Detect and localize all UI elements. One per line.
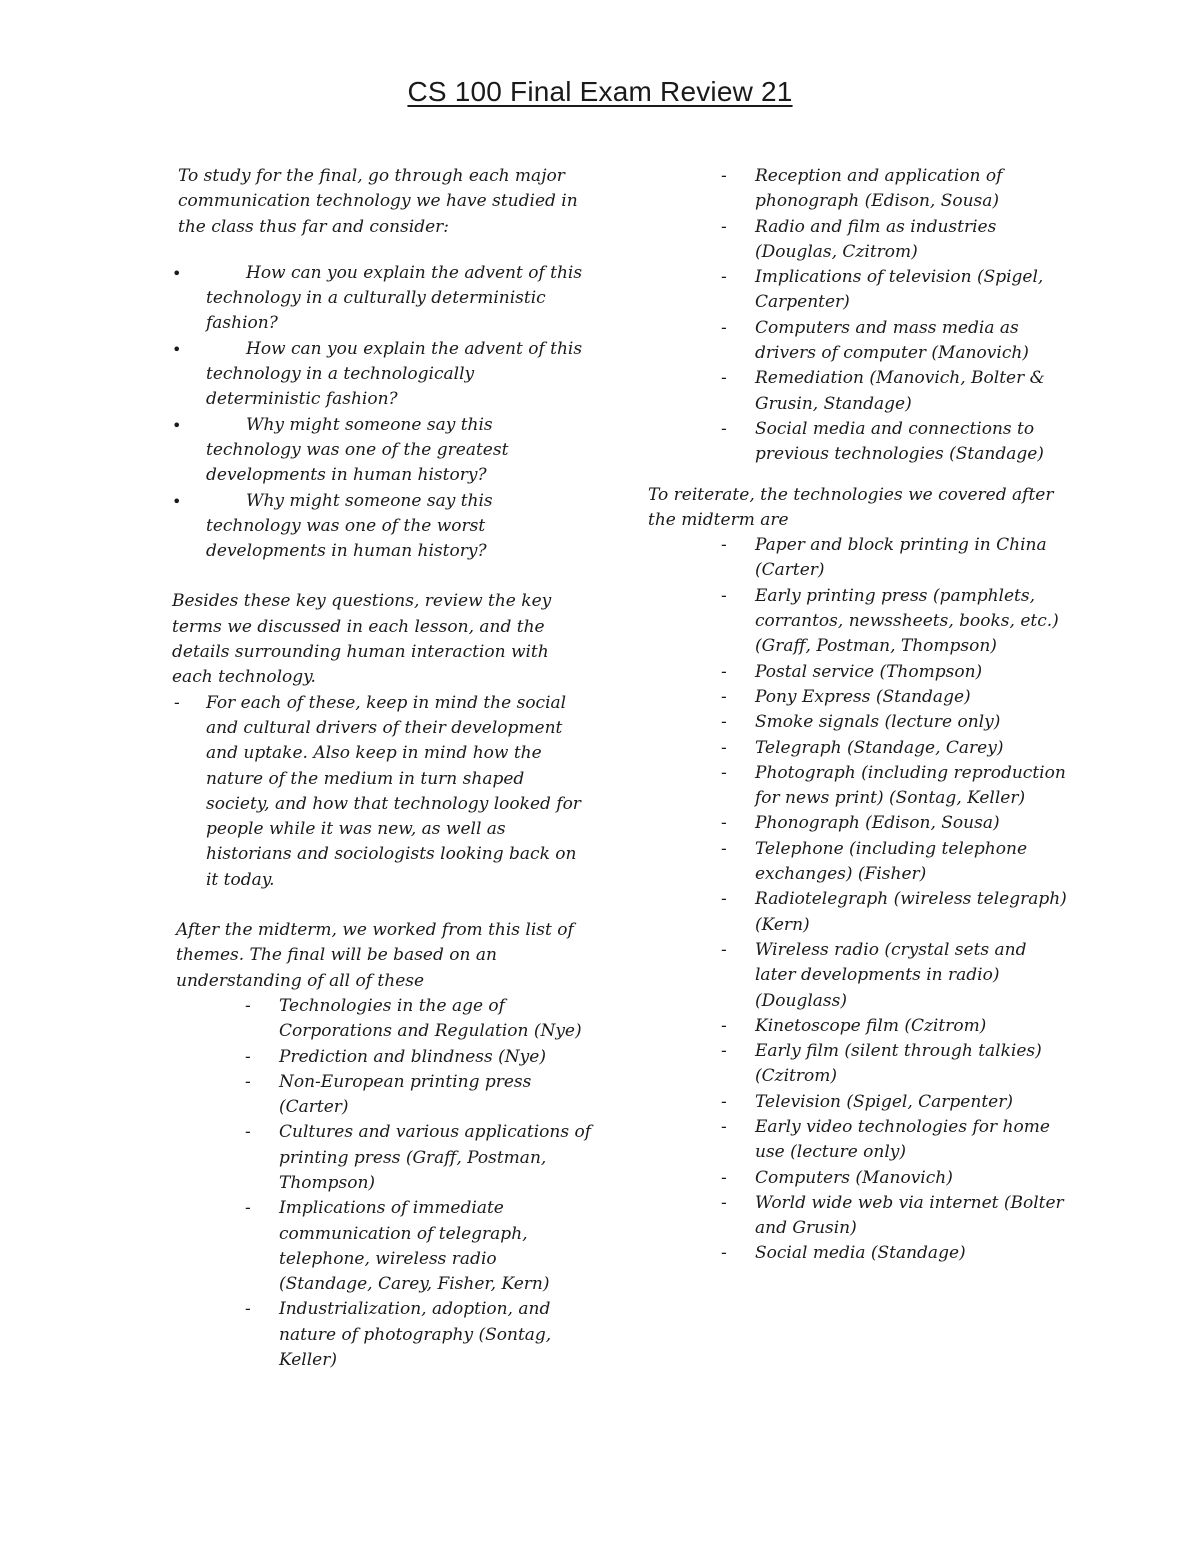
dash-icon: - — [721, 1041, 727, 1062]
list-item: - Technologies in the age of Corporations and Regulation (Nye) — [245, 995, 582, 1042]
bullet-icon: • — [172, 491, 182, 511]
dash-icon: - — [245, 1299, 251, 1320]
list-item: - Computers and mass media as drivers of computer (Manovich) — [721, 317, 1029, 364]
list-item: - Television (Spigel, Carpenter) — [648, 1090, 1068, 1115]
list-item: • How can you explain the advent of this technology in a technologically deterministic fashion? — [172, 338, 583, 410]
list-item: - Smoke signals (lecture only) — [648, 710, 1068, 735]
dash-icon: - — [721, 267, 727, 288]
dash-icon: - — [721, 939, 727, 960]
dash-icon: - — [721, 1243, 727, 1264]
list-item: - Postal service (Thompson) — [648, 660, 1068, 685]
bullet-icon: • — [172, 415, 182, 435]
dash-icon: - — [721, 686, 727, 707]
page-title: CS 100 Final Exam Review 21 — [407, 76, 793, 107]
list-item: - Telephone (including telephone exchanges) (Fisher) — [721, 838, 1027, 885]
dash-icon: - — [721, 1167, 727, 1188]
list-item: - Photograph (including reproduction for news print) (Sontag, Keller) — [721, 762, 1066, 809]
reiterate-paragraph: To reiterate, the technologies we covered after the midterm are — [648, 484, 1054, 530]
bullet-icon: • — [172, 339, 182, 359]
list-item: - Radio and film as industries (Douglas, Czitrom) — [721, 216, 997, 262]
right-column — [648, 164, 1068, 1267]
list-item: - Wireless radio (crystal sets and later developments in radio) (Douglass) — [721, 939, 1027, 1011]
dash-icon: - — [721, 762, 727, 783]
dash-icon: - — [721, 585, 727, 606]
dash-icon: - — [721, 418, 727, 439]
dash-icon: - — [721, 216, 727, 237]
besides-paragraph: Besides these key questions, review the key terms we discussed in each lesson, and the details surrounding human interaction with each technology. — [172, 591, 552, 688]
list-item: - Non-European printing press (Carter) — [245, 1071, 532, 1118]
dash-icon: - — [721, 838, 727, 859]
list-item: - Social media (Standage) — [648, 1241, 1068, 1266]
key-questions-list — [172, 261, 592, 565]
dash-icon: - — [721, 317, 727, 338]
list-item: - Radiotelegraph (wireless telegraph) (Kern) — [721, 889, 1067, 935]
dash-icon: - — [721, 661, 727, 682]
dash-icon: - — [721, 737, 727, 758]
list-item: - Early film (silent through talkies) (Czitrom) — [721, 1041, 1042, 1087]
list-item: - Reception and application of phonograph (Edison, Sousa) — [721, 166, 1003, 212]
dash-icon: - — [721, 712, 727, 733]
list-item: • Why might someone say this technology was one of the greatest developments in human history? — [172, 414, 509, 486]
list-item: - Social media and connections to previous technologies (Standage) — [721, 418, 1044, 465]
dash-icon: - — [721, 1015, 727, 1036]
besides-list — [172, 691, 592, 893]
themes-list-continued — [648, 164, 1068, 468]
dash-icon: - — [721, 813, 727, 834]
dash-icon: - — [245, 1198, 251, 1219]
left-column — [172, 164, 592, 1373]
list-item: - Early printing press (pamphlets, corrantos, newssheets, books, etc.) (Graff, Postman, Thompson) — [721, 585, 1059, 657]
themes-list — [172, 994, 592, 1373]
list-item: - Kinetoscope film (Czitrom) — [648, 1014, 1068, 1039]
list-item: • How can you explain the advent of this technology in a culturally deterministic fashion? — [172, 262, 583, 334]
dash-icon: - — [245, 1046, 251, 1067]
list-item: - Early video technologies for home use (lecture only) — [721, 1116, 1050, 1163]
bullet-icon: • — [172, 263, 182, 283]
dash-icon: - — [721, 1192, 727, 1213]
list-item: - Remediation (Manovich, Bolter & Grusin, Standage) — [721, 368, 1045, 414]
list-item: - Computers (Manovich) — [648, 1166, 1068, 1191]
dash-icon: - — [721, 166, 727, 186]
dash-icon: - — [721, 1091, 727, 1112]
list-item: - Prediction and blindness (Nye) — [172, 1045, 592, 1070]
list-item: - World wide web via internet (Bolter and Grusin) — [721, 1192, 1064, 1239]
dash-icon: - — [245, 1071, 251, 1092]
list-item: - For each of these, keep in mind the social and cultural drivers of their development and uptake. Also keep in mind how the nature of the medium in turn shaped society, and how that technology looked for people while it was new, as well as historians and sociologists looking back on it today. — [174, 692, 581, 890]
list-item: - Paper and block printing in China (Carter) — [721, 535, 1047, 581]
list-item: • Why might someone say this technology was one of the worst developments in human history? — [172, 490, 493, 562]
intro-paragraph: To study for the final, go through each major communication technology we have studied in the class thus far and consider: — [178, 166, 578, 237]
dash-icon: - — [721, 1116, 727, 1137]
dash-icon: - — [721, 535, 727, 556]
list-item: - Pony Express (Standage) — [648, 685, 1068, 710]
list-item: - Phonograph (Edison, Sousa) — [648, 811, 1068, 836]
list-item: - Telegraph (Standage, Carey) — [648, 736, 1068, 761]
after-midterm-paragraph: After the midterm, we worked from this list of themes. The final will be based on an understanding of all of these — [176, 920, 574, 991]
list-item: - Implications of television (Spigel, Carpenter) — [721, 267, 1044, 313]
list-item: - Cultures and various applications of printing press (Graff, Postman, Thompson) — [245, 1122, 592, 1193]
dash-icon: - — [721, 889, 727, 910]
dash-icon: - — [721, 368, 727, 389]
dash-icon: - — [245, 1122, 251, 1143]
list-item: - Implications of immediate communication of telegraph, telephone, wireless radio (Standage, Carey, Fisher, Kern) — [245, 1198, 550, 1295]
technologies-list — [648, 533, 1068, 1267]
dash-icon: - — [174, 692, 180, 713]
list-item: - Industrialization, adoption, and nature of photography (Sontag, Keller) — [245, 1299, 552, 1371]
dash-icon: - — [245, 995, 251, 1016]
